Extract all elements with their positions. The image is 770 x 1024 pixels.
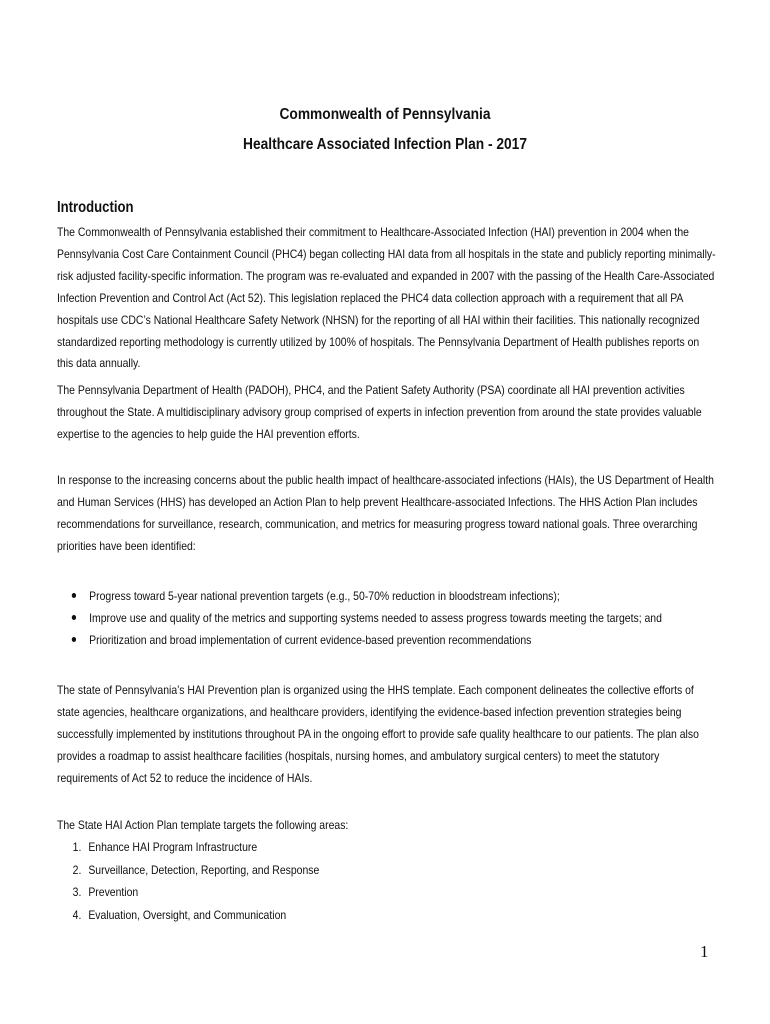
paragraph-2-text: The Pennsylvania Department of Health (PADOH), PHC4, and the Patient Safety Authority (PSA) coordinate all HAI prevention activities throughout the State. A multidisciplinary advisory group comprised of experts in infection prevention from around the state provides valuable expertise to the agencies to help guide the HAI prevention efforts. <box>57 383 702 441</box>
list-item <box>70 585 662 607</box>
list-number: 3. <box>72 885 82 899</box>
title-line-1: Commonwealth of Pennsylvania <box>279 106 491 123</box>
list-item <box>57 836 319 859</box>
list-item-text: Surveillance, Detection, Reporting, and Response <box>88 862 320 877</box>
list-item <box>57 904 319 927</box>
title-line-2: Healthcare Associated Infection Plan - 2017 <box>243 136 527 153</box>
paragraph-3 <box>57 470 718 558</box>
list-number: 1. <box>72 840 82 854</box>
list-item-text: Progress toward 5-year national prevention targets (e.g., 50-70% reduction in bloodstream infections); <box>89 589 560 603</box>
list-item <box>57 859 319 882</box>
list-item <box>57 881 319 904</box>
paragraph-1 <box>57 222 718 375</box>
list-number: 4. <box>72 907 82 922</box>
areas-intro: The State HAI Action Plan template targets the following areas: <box>57 818 349 832</box>
list-item-text: Evaluation, Oversight, and Communication <box>88 907 287 922</box>
page-number: 1 <box>700 942 709 961</box>
document-title <box>101 100 669 160</box>
paragraph-2 <box>57 380 718 446</box>
list-item-text: Improve use and quality of the metrics and supporting systems needed to assess progress towards meeting the targets; and <box>89 611 662 626</box>
priorities-list <box>70 585 662 652</box>
paragraph-3-text: In response to the increasing concerns about the public health impact of healthcare-associated infections (HAIs), the US Department of Health and Human Services (HHS) has developed an Action Plan to help prevent Healthcare-associated Infections. The HHS Action Plan includes recommendations for surveillance, research, communication, and metrics for measuring progress toward national goals. Three overarching priorities have been identified: <box>57 473 714 553</box>
list-item-text: Prioritization and broad implementation of current evidence-based prevention recommendations <box>89 633 532 648</box>
areas-list <box>57 836 319 926</box>
bullet-icon <box>72 637 76 642</box>
list-item <box>70 629 662 651</box>
bullet-icon <box>72 615 76 620</box>
bullet-icon <box>72 593 76 598</box>
paragraph-4 <box>57 680 718 790</box>
list-item-text: Prevention <box>88 885 139 899</box>
list-item-text: Enhance HAI Program Infrastructure <box>88 840 258 854</box>
section-heading-introduction: Introduction <box>57 199 134 216</box>
list-number: 2. <box>72 862 82 877</box>
list-item <box>70 607 662 629</box>
paragraph-1-text: The Commonwealth of Pennsylvania established their commitment to Healthcare-Associated Infection (HAI) prevention in 2004 when the Pennsylvania Cost Care Containment Council (PHC4) began collecting HAI data from all hospitals in the state and publicly reporting minimally-risk adjusted facility-specific information. The program was re-evaluated and expanded in 2007 with the passing of the Health Care-Associated Infection Prevention and Control Act (Act 52). This legislation replaced the PHC4 data collection approach with a requirement that all PA hospitals use CDC’s National Healthcare Safety Network (NHSN) for the reporting of all HAI within their facilities. This nationally recognized standardized reporting methodology is currently utilized by 100% of hospitals. The Pennsylvania Department of Health publishes reports on this data annually. <box>57 225 716 371</box>
paragraph-4-text: The state of Pennsylvania’s HAI Prevention plan is organized using the HHS template. Each component delineates the collective efforts of state agencies, healthcare organizations, and healthcare providers, identifying the evidence-based infection prevention strategies being successfully implemented by institutions throughout PA in the ongoing effort to provide safe quality healthcare to our patients. The plan also provides a roadmap to assist healthcare facilities (hospitals, nursing homes, and ambulatory surgical centers) to meet the statutory requirements of Act 52 to reduce the incidence of HAIs. <box>57 683 699 785</box>
